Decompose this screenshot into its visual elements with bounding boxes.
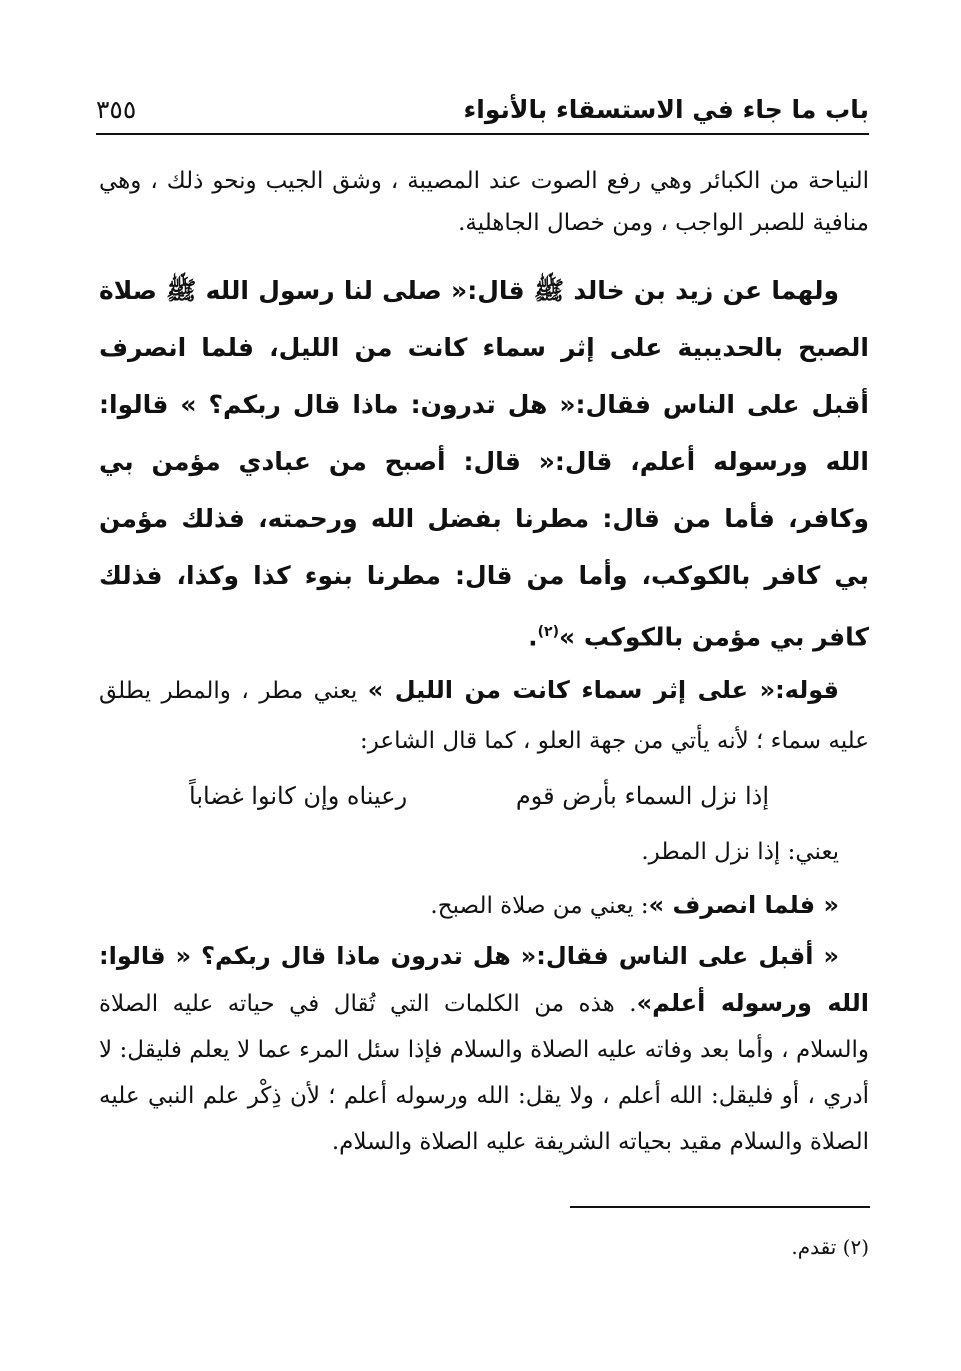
quoted-phrase-people: « أقبل على الناس فقال:« هل تدرون ماذا قال ربكم؟ « قالوا: الله ورسوله أعلم» [99,942,869,1018]
paragraph-explanation [99,665,869,766]
explanation-text: يعني مطر ، والمطر يطلق عليه سماء ؛ لأنه يأتي من جهة العلو ، كما قال الشاعر: [99,678,869,755]
quoted-phrase-sky: قوله:« على إثر سماء كانت من الليل » [367,676,839,705]
footnote-divider [570,1206,870,1208]
footnote-marker: (٢) [537,624,559,640]
page-body [99,160,869,1165]
hadith-body: ولهما عن زيد بن خالد ﷺ قال:« صلى لنا رسول الله ﷺ صلاة الصبح بالحديبية على إثر سماء كانت من الليل، فلما انصرف أقبل على الناس فقال:« هل تدرون: ماذا قال ربكم؟ » قالوا: الله ورسوله أعلم، قال:« قال: أصبح من عبادي مؤمن بي وكافر، فأما من قال: مطرنا بفضل الله ورحمته، فذلك مؤمن بي كافر بالكوكب، وأما من قال: مطرنا بنوء كذا وكذا، فذلك كافر بي مؤمن بالكوكب » [99,276,869,652]
page-number: ٣٥٥ [96,95,137,124]
paragraph-rain: يعني: إذا نزل المطر. [641,839,839,866]
paragraph-intro: النياحة من الكبائر وهي رفع الصوت عند المصيبة ، وشق الجيب ونحو ذلك ، وهي منافية للصبر الواجب ، ومن خصال الجاهلية. [99,168,869,236]
paragraph-allah-knows [99,933,869,1165]
footnote: (٢) تقدم. [791,1235,869,1259]
verse-first-hemistich: إذا نزل السماء بأرض قوم [515,782,769,811]
allah-knows-text: . هذه من الكلمات التي تُقال في حياته عليه الصلاة والسلام ، وأما بعد وفاته عليه الصلاة والسلام فإذا سئل المرء عما لا يعلم فليقل: لا أدري ، أو فليقل: الله أعلم ، ولا يقل: الله ورسوله أعلم ؛ لأن ذِكْر علم النبي عليه الصلاة والسلام مقيد بحياته الشريفة عليه الصلاة والسلام. [99,991,869,1156]
poetry-verse [189,768,869,824]
verse-second-hemistich: رعيناه وإن كانوا غضاباً [189,782,408,811]
paragraph-departure [99,879,869,933]
hadith-text: ولهما عن زيد بن خالد ﷺ قال:« صلى لنا رسول الله ﷺ صلاة الصبح بالحديبية على إثر سماء كانت من الليل، فلما انصرف أقبل على الناس فقال:« هل تدرون: ماذا قال ربكم؟ » قالوا: الله ورسوله أعلم، قال:« قال: أصبح من عبادي مؤمن بي وكافر، فأما من قال: مطرنا بفضل الله ورحمته، فذلك مؤمن بي كافر بالكوكب، وأما من قال: مطرنا بنوء كذا وكذا، فذلك كافر بي مؤمن بالكوكب »$^{(٢)}$. [99,276,869,652]
quoted-phrase-departure: « فلما انصرف » [648,891,839,920]
header-divider [96,133,869,135]
chapter-title: باب ما جاء في الاستسقاء بالأنواء [463,95,869,124]
departure-text: : يعني من صلاة الصبح. [430,893,649,920]
page-header [96,90,869,130]
